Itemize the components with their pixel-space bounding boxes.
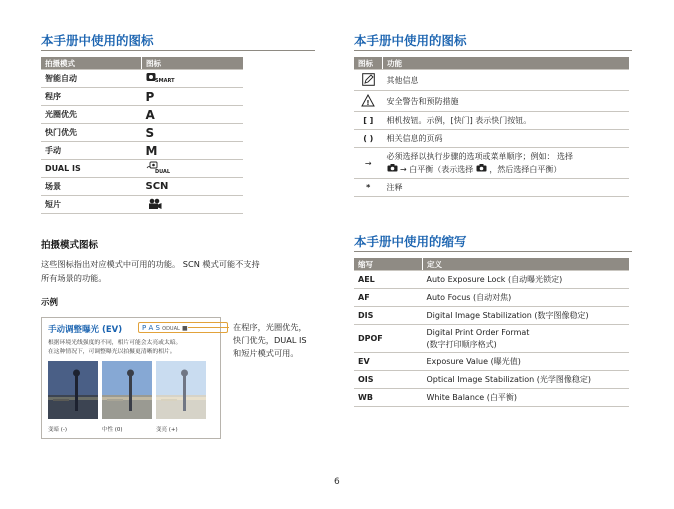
function-text: 相关信息的页码 — [383, 130, 630, 148]
table-row — [41, 70, 243, 88]
function-text-multiline — [383, 148, 630, 179]
table-row — [354, 325, 629, 353]
parenthesis-icon: ( ) — [354, 130, 383, 148]
asterisk-icon: * — [354, 179, 383, 197]
left-heading: 本手册中使用的图标 — [41, 33, 154, 48]
function-text: 其他信息 — [383, 70, 630, 91]
paragraph-line: 所有场景的功能。 — [41, 273, 107, 283]
table-row — [41, 124, 243, 142]
abbreviation: AF — [354, 289, 423, 307]
table-header — [354, 57, 629, 70]
callout-line — [188, 327, 229, 328]
svg-text:SMART: SMART — [154, 77, 174, 84]
dual-is-icon — [142, 160, 244, 178]
divider — [354, 251, 632, 252]
definition: Digital Print Order Format — [426, 327, 530, 337]
abbreviation-table — [354, 258, 629, 407]
mode-icon-table — [41, 57, 243, 214]
example-label: 示例 — [41, 298, 59, 308]
table-row — [41, 178, 243, 196]
table-row — [354, 371, 629, 389]
table-row — [354, 112, 629, 130]
svg-text:DUAL: DUAL — [154, 169, 170, 174]
function-line: 必须选择以执行步骤的选项或菜单顺序；例如： 选择 — [386, 152, 574, 161]
mode-name: 程序 — [41, 88, 142, 106]
mode-paragraph — [41, 257, 331, 285]
definition-multiline — [423, 325, 630, 353]
smart-auto-icon — [142, 70, 244, 88]
table-header — [41, 57, 243, 70]
table-row — [354, 353, 629, 371]
column-header: 图标 — [142, 57, 244, 70]
photo-bright — [156, 361, 206, 419]
definition: Auto Focus (自动对焦) — [423, 289, 630, 307]
definition: White Balance (白平衡) — [423, 389, 630, 407]
table-row — [41, 88, 243, 106]
function-line: → 白平衡（表示选择 — [400, 165, 474, 174]
table-row — [354, 389, 629, 407]
caption-neutral: 中性 (0) — [102, 427, 123, 433]
definition: Auto Exposure Lock (自动曝光锁定) — [423, 271, 630, 289]
mode-name: 手动 — [41, 142, 142, 160]
mode-name: 光圈优先 — [41, 106, 142, 124]
abbreviation: WB — [354, 389, 423, 407]
definition: (数字打印顺序格式) — [426, 339, 497, 349]
definition: Optical Image Stabilization (光学图像稳定) — [423, 371, 630, 389]
mode-strip-text: P A S — [142, 324, 160, 332]
mode-name: 快门优先 — [41, 124, 142, 142]
camera-icon — [387, 165, 398, 174]
mode-name: 短片 — [41, 196, 142, 214]
table-row — [41, 160, 243, 178]
paragraph-line: 这些图标指出对应模式中可用的功能。 SCN 模式可能不支持 — [41, 259, 260, 269]
description-line: 根据环境光线强度的不同，相片可能会太亮或太暗。 — [48, 340, 182, 346]
table-row — [354, 179, 629, 197]
arrow-icon: → — [354, 148, 383, 179]
right-heading: 本手册中使用的图标 — [354, 33, 467, 48]
table-row — [41, 106, 243, 124]
column-header: 功能 — [383, 57, 630, 70]
column-header: 图标 — [354, 57, 383, 70]
example-note — [233, 321, 333, 360]
mode-name: 智能自动 — [41, 70, 142, 88]
table-row — [354, 70, 629, 91]
movie-camera-icon — [142, 196, 244, 214]
photo-dark — [48, 361, 98, 419]
dual-is-icon: ʘDUAL — [162, 326, 180, 332]
abbreviation: DIS — [354, 307, 423, 325]
note-line: 和短片模式可用。 — [233, 348, 299, 358]
table-row — [41, 196, 243, 214]
function-text: 安全警告和预防措施 — [383, 91, 630, 112]
abbreviation: DPOF — [354, 325, 423, 353]
warning-triangle-icon — [354, 91, 383, 112]
table-row — [354, 130, 629, 148]
scene-mode-icon: SCN — [145, 181, 169, 192]
mode-name: 场景 — [41, 178, 142, 196]
abbreviation: AEL — [354, 271, 423, 289]
divider — [41, 50, 315, 51]
column-header: 缩写 — [354, 258, 423, 271]
manual-mode-icon: M — [145, 143, 158, 158]
program-mode-icon: P — [145, 89, 155, 104]
caption-bright: 变亮 (+) — [156, 427, 178, 433]
camera-icon — [476, 165, 487, 174]
abbreviation: EV — [354, 353, 423, 371]
shutter-priority-icon: S — [145, 125, 155, 140]
definition: Exposure Value (曝光值) — [423, 353, 630, 371]
note-line: 在程序，光圈优先， — [233, 322, 307, 332]
section-heading: 拍摄模式图标 — [41, 240, 99, 251]
table-row — [354, 271, 629, 289]
definition: Digital Image Stabilization (数字图像稳定) — [423, 307, 630, 325]
warning-mark: ! — [366, 98, 370, 107]
table-row — [354, 91, 629, 112]
aperture-priority-icon: A — [145, 107, 155, 122]
caption-dark: 变暗 (-) — [48, 427, 68, 433]
abbreviation: OIS — [354, 371, 423, 389]
function-line: ，然后选择白平衡） — [489, 165, 562, 174]
column-header: 拍摄模式 — [41, 57, 142, 70]
function-text: 相机按钮。示例，[快门] 表示快门按钮。 — [383, 112, 630, 130]
column-header: 定义 — [423, 258, 630, 271]
note-line: 快门优先，DUAL IS — [233, 335, 307, 345]
page-number: 6 — [334, 477, 340, 487]
photo-neutral — [102, 361, 152, 419]
divider — [354, 50, 632, 51]
abbr-heading: 本手册中使用的缩写 — [354, 234, 467, 249]
table-row — [354, 148, 629, 179]
description-line: 在这种情况下，可调整曝光以拍摄更清晰的相片。 — [48, 349, 176, 355]
note-pencil-icon — [354, 70, 383, 91]
mode-name: DUAL IS — [41, 160, 142, 178]
icon-function-table — [354, 57, 629, 197]
movie-camera-icon: ■ — [182, 325, 188, 332]
bracket-icon: [ ] — [354, 112, 383, 130]
table-header — [354, 258, 629, 271]
example-box — [41, 317, 221, 439]
function-text: 注释 — [383, 179, 630, 197]
table-row — [41, 142, 243, 160]
table-row — [354, 289, 629, 307]
example-title: 手动调整曝光 (EV) — [48, 325, 123, 335]
function-line-2 — [387, 163, 626, 176]
table-row — [354, 307, 629, 325]
example-description — [48, 339, 220, 357]
